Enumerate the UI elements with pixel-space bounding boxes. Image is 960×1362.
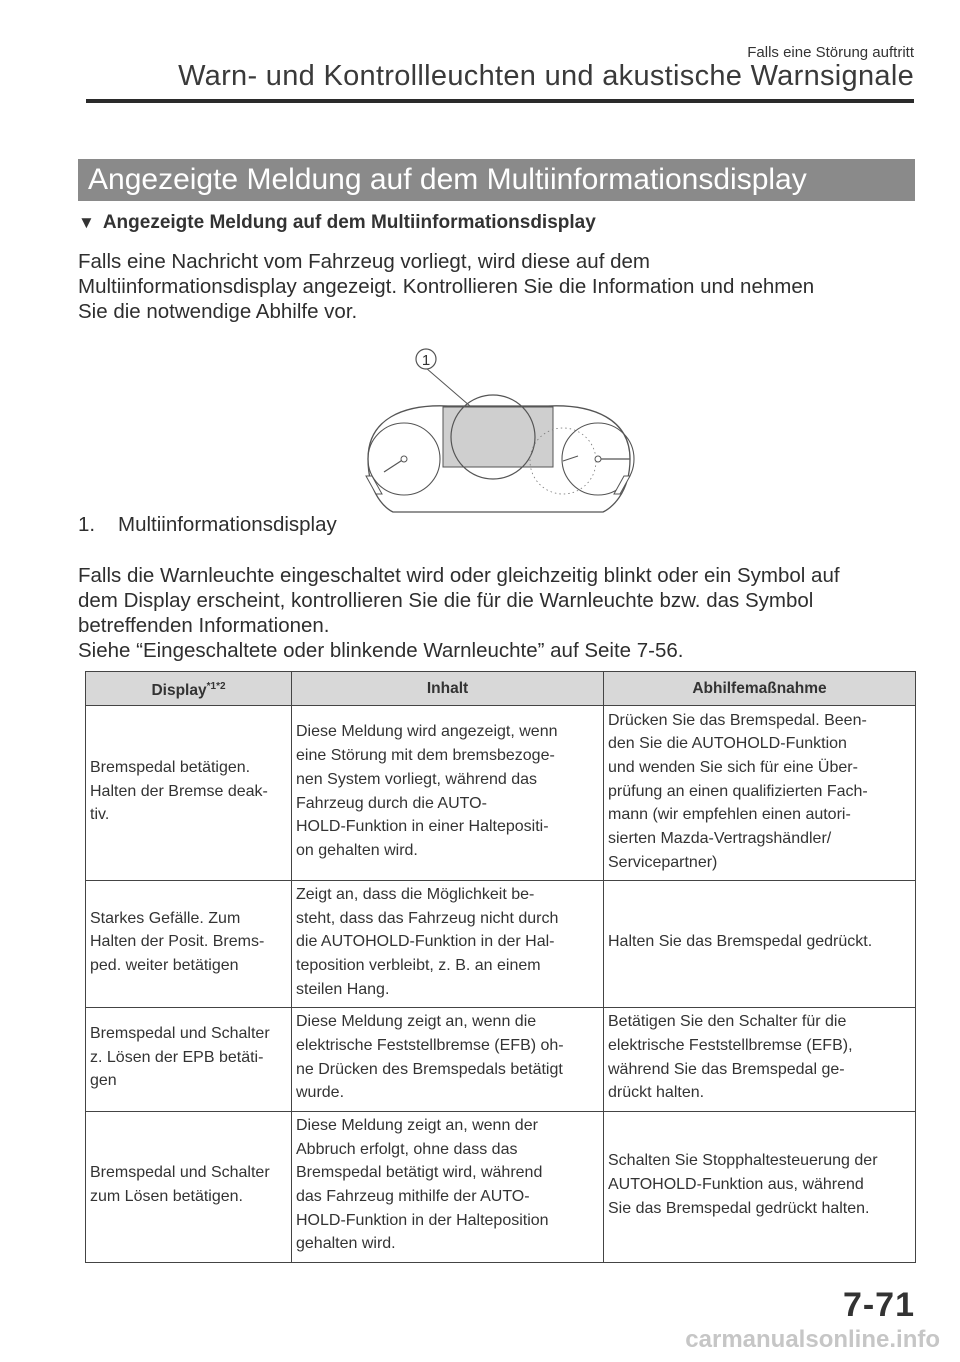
triangle-down-icon: ▼ (78, 213, 95, 232)
cell-line: AUTOHOLD-Funktion aus, während (608, 1176, 864, 1194)
cell-line: Betätigen Sie den Schalter für die (608, 1013, 847, 1031)
intro-line: Multiinformationsdisplay angezeigt. Kontrollieren Sie die Information und nehmen (78, 275, 815, 298)
body-line: dem Display erscheint, kontrollieren Sie die für die Warnleuchte bzw. das Symbol (78, 589, 814, 612)
intro-line: Sie die notwendige Abhilfe vor. (78, 300, 358, 323)
cell-line: Abbruch erfolgt, ohne dass das (296, 1140, 518, 1158)
cell-line: während Sie das Bremspedal ge- (608, 1060, 845, 1078)
message-table (85, 671, 916, 1263)
cell-line: prüfung an einen qualifizierten Fach- (608, 782, 868, 800)
cell-line: ne Drücken des Bremspedals betätigt (296, 1060, 563, 1078)
cell-line: HOLD-Funktion in einer Haltepositi- (296, 818, 549, 836)
cell-line: Diese Meldung zeigt an, wenn der (296, 1116, 538, 1134)
cell-remedy (604, 1007, 916, 1111)
cell-line: Bremspedal betätigt wird, während (296, 1164, 543, 1182)
cell-remedy (604, 1111, 916, 1262)
callout-number: 1 (421, 352, 431, 369)
cell-line: wurde. (296, 1084, 345, 1102)
cell-line: gen (90, 1072, 117, 1090)
cell-display (86, 1007, 292, 1111)
cell-line: Starkes Gefälle. Zum (90, 909, 241, 927)
intro-paragraph (78, 249, 918, 324)
cell-line: Fahrzeug durch die AUTO- (296, 794, 487, 812)
intro-line: Falls eine Nachricht vom Fahrzeug vorliegt, wird diese auf dem (78, 250, 650, 273)
cell-line: Halten der Posit. Brems- (90, 933, 265, 951)
cell-line: steht, dass das Fahrzeug nicht durch (296, 909, 559, 927)
cell-line: tiv. (90, 806, 110, 824)
cell-line: Halten Sie das Bremspedal gedrückt. (608, 933, 873, 951)
cell-line: Bremspedal und Schalter (90, 1024, 270, 1042)
column-header-display: Display$^{*1*2}$ (86, 672, 292, 706)
cell-line: die AUTOHOLD-Funktion in der Hal- (296, 933, 555, 951)
cell-line: HOLD-Funktion in der Halteposition (296, 1211, 549, 1229)
instrument-cluster-illustration (348, 344, 648, 516)
table-row (86, 706, 916, 881)
cell-line: mann (wir empfehlen einen autori- (608, 806, 851, 824)
cell-line: Sie das Bremspedal gedrückt halten. (608, 1199, 870, 1217)
cell-line: eine Störung mit dem bremsbezoge- (296, 747, 555, 765)
subheading-text: Angezeigte Meldung auf dem Multiinformationsdisplay (102, 212, 596, 233)
cell-line: Zeigt an, dass die Möglichkeit be- (296, 886, 535, 903)
section-title-band: Angezeigte Meldung auf dem Multiinformationsdisplay (78, 159, 915, 201)
cell-display (86, 706, 292, 881)
cell-display (86, 881, 292, 1008)
cell-line: steilen Hang. (296, 980, 390, 998)
cell-line: sierten Mazda-Vertragshändler/ (608, 830, 832, 848)
header-section-label: Falls eine Störung auftritt (747, 44, 914, 61)
column-header-remedy: Abhilfemaßnahme (604, 672, 916, 706)
cell-line: teposition verbleibt, z. B. an einem (296, 957, 541, 975)
table-row (86, 1007, 916, 1111)
cell-remedy (604, 706, 916, 881)
watermark: carmanualsonline.info (685, 1326, 940, 1353)
cell-line: Drücken Sie das Bremspedal. Been- (608, 711, 867, 729)
cell-line: Bremspedal betätigen. (90, 758, 251, 776)
cell-line: ped. weiter betätigen (90, 957, 239, 975)
body-line: betreffenden Informationen. (78, 614, 330, 637)
cell-display (86, 1111, 292, 1262)
cell-line: nen System vorliegt, während das (296, 770, 538, 788)
cell-line: Bremspedal und Schalter (90, 1164, 270, 1182)
cell-content (292, 1111, 604, 1262)
cell-line: zum Lösen betätigen. (90, 1188, 243, 1206)
body-line: Siehe “Eingeschaltete oder blinkende Warnleuchte” auf Seite 7-56. (78, 639, 684, 662)
column-header-content: Inhalt (292, 672, 604, 706)
cell-line: Diese Meldung zeigt an, wenn die (296, 1013, 537, 1031)
cell-line: gehalten wird. (296, 1235, 396, 1253)
subheading (78, 212, 596, 234)
cell-content (292, 881, 604, 1008)
caption-text: Multiinformationsdisplay (118, 513, 337, 536)
body-line: Falls die Warnleuchte eingeschaltet wird oder gleichzeitig blinkt oder ein Symbol auf (78, 564, 840, 587)
figure-caption (78, 513, 337, 537)
caption-number: 1. (78, 513, 96, 536)
cell-remedy (604, 881, 916, 1008)
cell-line: drückt halten. (608, 1084, 705, 1102)
cell-line: das Fahrzeug mithilfe der AUTO- (296, 1188, 530, 1206)
cell-content (292, 706, 604, 881)
cell-line: elektrische Feststellbremse (EFB) oh- (296, 1036, 564, 1054)
cell-line: den Sie die AUTOHOLD-Funktion (608, 735, 847, 753)
callout-leader (426, 368, 470, 406)
cell-line: Halten der Bremse deak- (90, 782, 268, 800)
cell-line: on gehalten wird. (296, 841, 418, 859)
header-rule (86, 99, 914, 103)
cell-line: Diese Meldung wird angezeigt, wenn (296, 723, 558, 741)
header-title: Warn- und Kontrollleuchten und akustische Warnsignale (178, 60, 914, 92)
multi-information-display (443, 407, 553, 467)
cell-line: Schalten Sie Stopphaltesteuerung der (608, 1152, 878, 1170)
page-number: 7-71 (842, 1286, 915, 1324)
cell-line: z. Lösen der EPB betäti- (90, 1048, 264, 1066)
table-row (86, 881, 916, 1008)
cell-line: Servicepartner) (608, 853, 718, 871)
footnote-marker: *1*2 (206, 680, 226, 692)
cell-line: und wenden Sie sich für eine Über- (608, 758, 858, 776)
table-row (86, 1111, 916, 1262)
cell-line: elektrische Feststellbremse (EFB), (608, 1036, 853, 1054)
table-header-row (86, 672, 916, 706)
body-paragraph (78, 563, 918, 663)
cell-content (292, 1007, 604, 1111)
